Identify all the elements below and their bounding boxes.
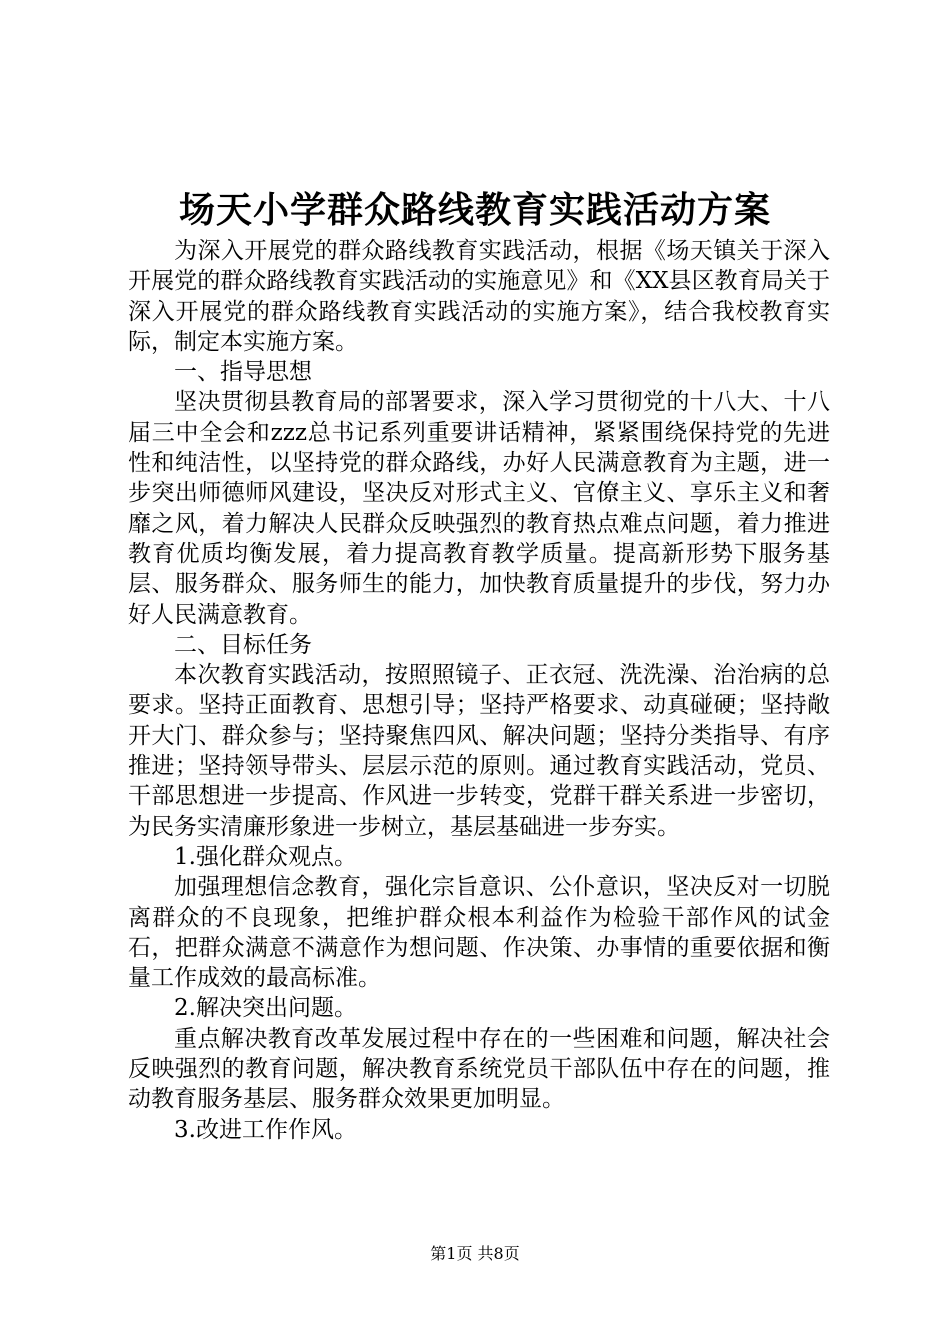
guiding-ideology-paragraph: 坚决贯彻县教育局的部署要求，深入学习贯彻党的十八大、十八届三中全会和zzz总书记系列重要讲话精神，紧紧围绕保持党的先进性和纯洁性，以坚持党的群众路线，办好人民满意教育为主题，进一步突出师德师风建设，坚决反对形式主义、官僚主义、享乐主义和奢靡之风，着力解决人民群众反映强烈的教育热点难点问题，着力推进教育优质均衡发展，着力提高教育教学质量。提高新形势下服务基层、服务群众、服务师生的能力，加快教育质量提升的步伐，努力办好人民满意教育。 [128, 389, 830, 628]
intro-paragraph: 为深入开展党的群众路线教育实践活动，根据《场天镇关于深入开展党的群众路线教育实践活动的实施意见》和《XX县区教育局关于深入开展党的群众路线教育实践活动的实施方案》，结合我校教育实际，制定本实施方案。 [128, 238, 830, 355]
subheading-3: 3.改进工作作风。 [174, 1116, 357, 1143]
section-heading-goals: 二、目标任务 [174, 631, 312, 658]
subheading-2-paragraph: 重点解决教育改革发展过程中存在的一些困难和问题，解决社会反映强烈的教育问题，解决教育系统党员干部队伍中存在的问题，推动教育服务基层、服务群众效果更加明显。 [128, 1025, 830, 1113]
document-title: 场天小学群众路线教育实践活动方案 [178, 189, 771, 231]
subheading-1: 1.强化群众观点。 [174, 843, 357, 870]
goals-paragraph: 本次教育实践活动，按照照镜子、正衣冠、洗洗澡、治治病的总要求。坚持正面教育、思想引导；坚持严格要求、动真碰硬；坚持敞开大门、群众参与；坚持聚焦四风、解决问题；坚持分类指导、有序推进；坚持领导带头、层层示范的原则。通过教育实践活动，党员、干部思想进一步提高、作风进一步转变，党群干群关系进一步密切，为民务实清廉形象进一步树立，基层基础进一步夯实。 [128, 662, 830, 840]
subheading-2: 2.解决突出问题。 [174, 995, 357, 1022]
subheading-1-paragraph: 加强理想信念教育，强化宗旨意识、公仆意识，坚决反对一切脱离群众的不良现象，把维护群众根本利益作为检验干部作风的试金石，把群众满意不满意作为想问题、作决策、办事情的重要依据和衡量工作成效的最高标准。 [128, 874, 830, 992]
section-heading-guiding-ideology: 一、指导思想 [174, 359, 312, 386]
document-body [128, 236, 830, 1145]
page-footer: 第1页 共8页 [430, 1244, 520, 1263]
